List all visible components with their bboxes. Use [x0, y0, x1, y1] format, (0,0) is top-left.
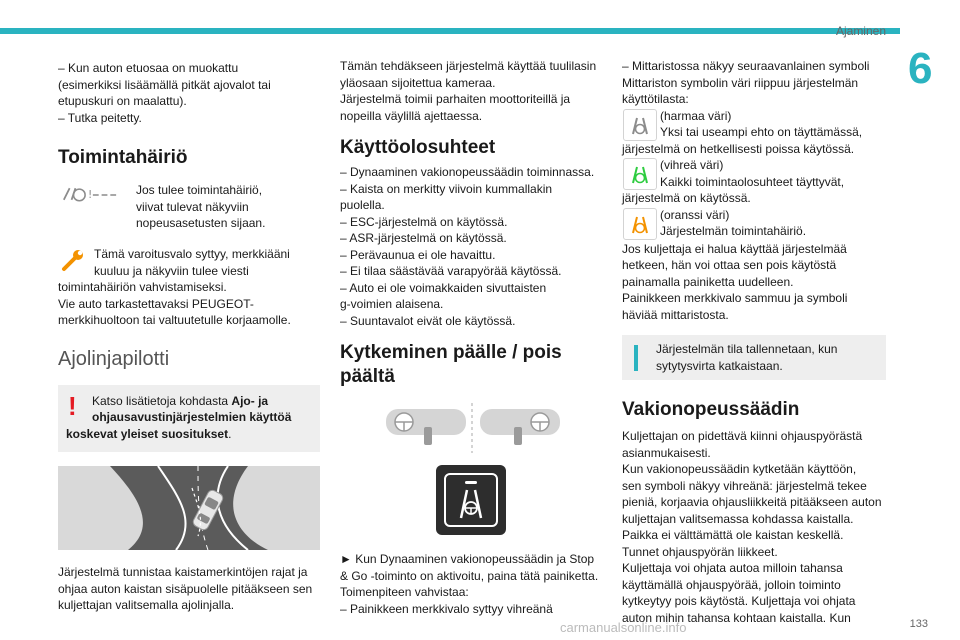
- text-line: kuuluu ja näkyviin tulee viesti: [94, 263, 249, 278]
- text-line: järjestelmä on käytössä.: [622, 191, 751, 205]
- heading-fault: Toimintahäiriö: [58, 147, 188, 168]
- text-line: puolella.: [340, 198, 385, 212]
- text-line: (esimerkiksi lisäämällä pitkät ajovalot tai: [58, 77, 271, 92]
- info-icon: [634, 345, 638, 371]
- text-line: Kaikki toimintaolosuhteet täyttyvät,: [660, 174, 845, 189]
- steering-wheel-illustration: [340, 403, 604, 455]
- text-line: Kuljettajan on pidettävä kiinni ohjauspyörästä: [622, 429, 863, 443]
- info-note: [622, 335, 886, 380]
- lane-green-icon: [623, 158, 657, 190]
- heading-conditions: Käyttöolosuhteet: [340, 137, 496, 158]
- status-orange: [622, 207, 890, 241]
- lane-grey-icon: [623, 109, 657, 141]
- text-line: auton mihin tahansa kohtaan kaistalla. Kun: [622, 610, 851, 625]
- section-title: Ajaminen: [835, 24, 886, 38]
- lane-illustration: [58, 466, 320, 550]
- text-line: Järjestelmä toimii parhaiten moottoriteillä ja: [340, 92, 571, 106]
- note-line: [92, 393, 312, 410]
- lane-orange-icon: [623, 208, 657, 240]
- text-line: järjestelmä on hetkellisesti poissa käytössä.: [622, 141, 855, 156]
- lane-icon-green-wrap: [622, 157, 658, 191]
- heading-line: päältä: [340, 366, 395, 387]
- heading-lane-pilot: Ajolinjapilotti: [58, 347, 170, 370]
- page-number: 133: [909, 618, 928, 630]
- text-line: Järjestelmän toimintahäiriö.: [660, 224, 807, 238]
- text-line: hetkeen, hän voi ottaa sen pois käytöstä: [622, 258, 837, 272]
- text-line: – ASR-järjestelmä on käytössä.: [340, 231, 507, 245]
- text-line: kuljettajan valitsemalla ajolinjalla.: [58, 598, 235, 612]
- text-line: pieniä, korjaavia ohjausliikkeitä pitääkseen auton: [622, 495, 882, 509]
- note-line: [66, 426, 312, 443]
- lane-icon-orange-wrap: [622, 207, 658, 241]
- text-line: Jos tulee toimintahäiriö,: [136, 183, 263, 197]
- note-link: ohjausavustinjärjestelmien käyttöä: [92, 410, 292, 424]
- heading-cruise: Vakionopeussäädin: [622, 399, 800, 420]
- text-line: etupuskuri on maalattu).: [58, 94, 187, 108]
- text-line: viivat tulevat näkyviin: [136, 199, 249, 214]
- text-line: – Tutka peitetty.: [58, 110, 142, 125]
- text-line: toimintahäiriön vahvistamiseksi.: [58, 280, 227, 294]
- svg-text:!: !: [88, 187, 93, 201]
- warning-note: [58, 385, 320, 453]
- lane-icon-grey-wrap: [622, 108, 658, 142]
- text-line: painamalla painiketta uudelleen.: [622, 274, 794, 289]
- text-line: Yksi tai useampi ehto on täyttämässä,: [660, 125, 863, 139]
- text-line: ohjaa auton kaistan sisäpuolelle pitääkseen sen: [58, 581, 313, 596]
- text-line: Kuljettaja voi ohjata autoa milloin tahansa: [622, 561, 843, 575]
- text-line: g-voimien alaisena.: [340, 297, 444, 311]
- note-link: koskevat yleiset suositukset: [66, 426, 229, 441]
- text-line: Jos kuljettaja ei halua käyttää järjestelmää: [622, 241, 847, 256]
- status-green: [622, 157, 890, 207]
- text-line: Järjestelmä tunnistaa kaistamerkintöjen rajat ja: [58, 565, 308, 579]
- text-line: nopeusasetusten sijaan.: [136, 216, 266, 230]
- text-line: sytytysvirta katkaistaan.: [656, 358, 783, 373]
- fault-item: [58, 182, 322, 236]
- watermark: carmanualsonline.info: [560, 620, 687, 635]
- text-line: käyttötilasta:: [622, 92, 689, 106]
- text-line: Paikka ei välttämättä ole kaistan keskellä.: [622, 528, 844, 542]
- text-line: – Dynaaminen vakionopeussäädin toiminnassa.: [340, 165, 595, 179]
- text-line: asianmukaisesti.: [622, 445, 711, 460]
- text-line: Painikkeen merkkivalo sammuu ja symboli: [622, 291, 848, 305]
- text-line: merkkihuoltoon tai valtuutetulle korjaamolle.: [58, 313, 291, 327]
- text-line: Mittariston symbolin väri riippuu järjestelmän: [622, 75, 859, 90]
- text-line: – Painikkeen merkkivalo syttyy vihreänä: [340, 601, 553, 616]
- heading-line: Kytkeminen päälle / pois: [340, 342, 562, 363]
- column-1: [58, 58, 322, 614]
- lane-fault-icon: [58, 184, 120, 204]
- text-line: – Kun auton etuosaa on muokattu: [58, 61, 239, 75]
- text-line: (oranssi väri): [660, 207, 730, 222]
- lane-keep-button[interactable]: [436, 465, 506, 535]
- text-line: Tämä varoitusvalo syttyy, merkkiääni: [94, 247, 290, 261]
- note-text: Katso lisätietoja kohdasta: [92, 393, 232, 408]
- lane-keep-icon: [444, 473, 498, 527]
- wrench-item: [58, 246, 322, 329]
- heading-switch: [340, 341, 604, 389]
- status-grey: [622, 108, 890, 158]
- note-link: Ajo- ja: [231, 393, 269, 408]
- text-line: Tunnet ohjauspyörän liikkeet.: [622, 544, 778, 559]
- text-line: Kun vakionopeussäädin kytketään käyttöön,: [622, 462, 857, 476]
- text-line: Järjestelmän tila tallennetaan, kun: [656, 342, 838, 356]
- text-line: sen symboli näkyy vihreänä: järjestelmä tekee: [622, 478, 867, 493]
- text-line: häviää mittaristosta.: [622, 307, 729, 322]
- text-line: – Ei tilaa säästävää varapyörää käytössä.: [340, 264, 562, 278]
- text-line: – Kaista on merkitty viivoin kummallakin: [340, 181, 553, 196]
- text-line: – Suuntavalot eivät ole käytössä.: [340, 313, 516, 328]
- text-line: käyttämällä ohjauspyörää, jolloin toiminto: [622, 577, 841, 592]
- text-line: – Perävaunua ei ole havaittu.: [340, 247, 496, 262]
- text-line: (vihreä väri): [660, 158, 724, 172]
- text-line: – Mittaristossa näkyy seuraavanlainen symboli: [622, 59, 870, 73]
- column-3: [622, 58, 890, 626]
- column-2: [340, 58, 604, 617]
- text-line: (harmaa väri): [660, 108, 732, 123]
- text-line: & Go -toiminto on aktivoitu, paina tätä painiketta.: [340, 568, 599, 583]
- chapter-number: 6: [908, 44, 933, 93]
- note-text: .: [228, 426, 232, 441]
- text-line: yläosaan sijoitettua kameraa.: [340, 75, 496, 90]
- text-line: kuljettajan valitsemassa kohdassa kaistalla.: [622, 511, 854, 526]
- text-line: – ESC-järjestelmä on käytössä.: [340, 214, 508, 229]
- text-line: Toimenpiteen vahvistaa:: [340, 585, 469, 599]
- warning-icon: !: [68, 390, 77, 421]
- text-line: ► Kun Dynaaminen vakionopeussäädin ja Stop: [340, 552, 595, 566]
- text-line: Tämän tehdäkseen järjestelmä käyttää tuulilasin: [340, 59, 597, 73]
- text-line: kytkeytyy pois käytöstä. Kuljettaja voi ohjata: [622, 594, 856, 608]
- text-line: – Auto ei ole voimakkaiden sivuttaisten: [340, 280, 547, 295]
- text-line: Vie auto tarkastettavaksi PEUGEOT-: [58, 296, 254, 311]
- header-bar: [0, 28, 900, 34]
- wrench-icon: [58, 246, 88, 276]
- text-line: nopeilla väylillä ajettaessa.: [340, 108, 483, 123]
